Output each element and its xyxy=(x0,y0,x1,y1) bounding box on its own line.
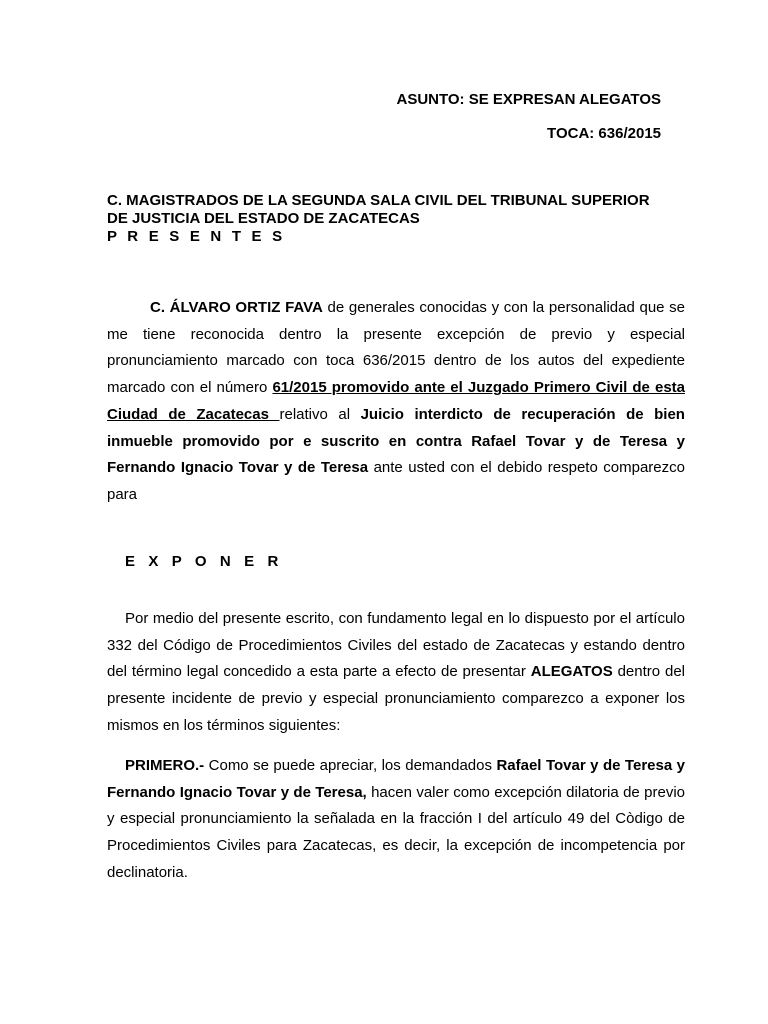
promovente-name: C. ÁLVARO ORTIZ FAVA xyxy=(150,299,323,316)
body-paragraph-1 xyxy=(107,606,685,740)
p1-text-a: Por medio del presente escrito, con fundamento legal en lo dispuesto por el artículo 332 del Código de Procedimientos Civiles del estado de Zacatecas y estando dentro del término legal concedido a esta parte a efecto de presentar xyxy=(107,610,685,681)
presentes-line: P R E S E N T E S xyxy=(107,228,286,245)
addressee-line-2: DE JUSTICIA DEL ESTADO DE ZACATECAS xyxy=(107,210,420,227)
section-title-exponer: E X P O N E R xyxy=(125,553,283,570)
p2-text-b: Como se puede apreciar, los demandados xyxy=(204,757,497,774)
primero-label: PRIMERO.- xyxy=(125,757,205,774)
body-paragraph-primero xyxy=(107,753,685,887)
addressee-block xyxy=(107,192,687,246)
expediente-reference: 61/2015 promovido ante el Juzgado Primero Civil de esta Ciudad de Zacatecas xyxy=(107,379,685,423)
intro-text-3: ante usted con el debido respeto comparezco para xyxy=(107,459,685,503)
intro-text-2: relativo al xyxy=(279,405,361,423)
addressee-line-1: C. MAGISTRADOS DE LA SEGUNDA SALA CIVIL DEL TRIBUNAL SUPERIOR xyxy=(107,192,650,209)
p2-text-d: hacen valer como excepción dilatoria de previo y especial pronunciamiento la señalada en la fracción I del artículo 49 del Còdigo de Procedimientos Civiles para Zacatecas, es decir, la excepción de incompetencia por declinatoria. xyxy=(107,783,685,881)
asunto-line: ASUNTO: SE EXPRESAN ALEGATOS xyxy=(396,91,661,108)
juicio-reference: Juicio interdicto de recuperación de bien inmueble promovido por e suscrito en contra Rafael Tovar y de Teresa y Fernando Ignacio Tovar y de Teresa xyxy=(107,405,685,477)
demandados-names: Rafael Tovar y de Teresa y Fernando Ignacio Tovar y de Teresa, xyxy=(107,757,685,801)
p1-text-c: dentro del presente incidente de previo y especial pronunciamiento comparezco a exponer los mismos en los términos siguientes: xyxy=(107,663,685,734)
intro-paragraph xyxy=(107,295,685,509)
alegatos-word: ALEGATOS xyxy=(530,663,613,681)
toca-line: TOCA: 636/2015 xyxy=(547,125,661,142)
intro-text-1: de generales conocidas y con la personalidad que se me tiene reconocida dentro la presente excepción de previo y especial pronunciamiento marcado con toca 636/2015 dentro de los autos del expediente marcado con el número xyxy=(107,299,685,397)
